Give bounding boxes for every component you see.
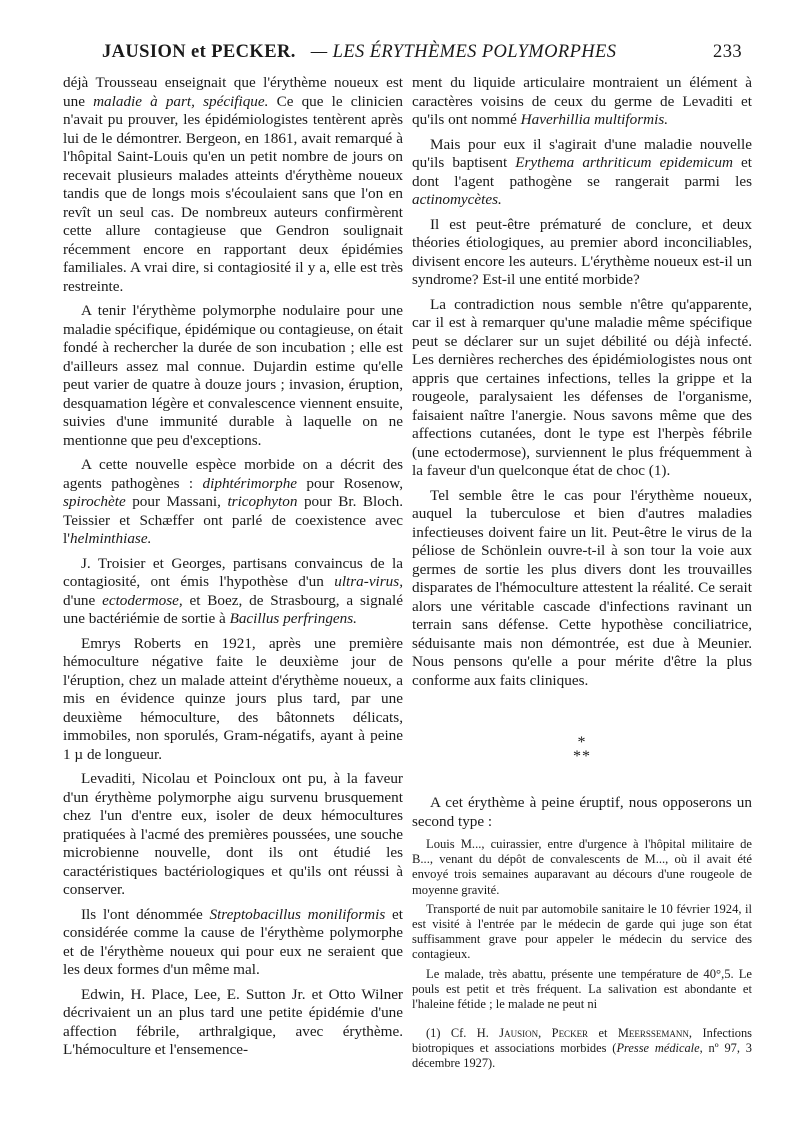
footnote bbox=[412, 1026, 752, 1071]
text-span: , bbox=[538, 1026, 552, 1041]
page-number: 233 bbox=[713, 42, 742, 62]
text-span: d'une bbox=[63, 591, 103, 609]
author-name: Pecker bbox=[551, 1026, 589, 1041]
running-header bbox=[102, 42, 742, 72]
italic-span: Streptobacillus moniliformis bbox=[209, 905, 386, 923]
paragraph: Edwin, H. Place, Lee, E. Sutton Jr. et Otto Wilner décrivaient un an plus tard une petite épidémie d'une affection fébrile, arthralgique, avec érythème. L'hémoculture et l'ensemence- bbox=[63, 985, 403, 1058]
text-span: A cette nouvelle espèce morbide on a décrit des agents pathogènes : bbox=[63, 456, 403, 492]
text-span: et bbox=[588, 1026, 618, 1041]
italic-span: ultra-virus, bbox=[334, 573, 403, 590]
paragraph: Emrys Roberts en 1921, après une première hémoculture négative faite le deuxième jour de l'éruption, chez un malade atteint d'érythème noueux, a mis en évidence quinze jours plus tard, par une deuxième hémoculture, des bâtonnets délicats, immobiles, non sporulés, Gram-négatifs, ayant à peine 1 µ de longueur. bbox=[63, 634, 403, 763]
italic-span: spirochète bbox=[63, 493, 126, 510]
author-name: Jausion bbox=[499, 1026, 539, 1041]
text-span: Ils l'ont dénommée bbox=[81, 905, 210, 923]
paragraph: La contradiction nous semble n'être qu'apparente, car il est à remarquer qu'une maladie même spécifique peut se déclarer sur un sujet débilité ou déjà infecté. Les dernières recherches des épidémiologistes nous ont appris que certaines infections, telles la grippe et la rougeole, paralysaient les défenses de l'organisme, faisaient naître l'anergie. Nous savons même que des affections cutanées, dont le type est l'herpès fébrile (une ectodermose), surviennent le plus fréquemment à la faveur d'un quelconque état de choc (1). bbox=[412, 295, 752, 479]
text-span: et Boez, de Strasbourg, a signalé une bactériémie de sortie à bbox=[63, 591, 403, 627]
case-report bbox=[412, 837, 752, 1012]
section-asterism bbox=[412, 736, 752, 764]
italic-span: actinomycètes. bbox=[412, 191, 502, 208]
case-paragraph: Le malade, très abattu, présente une température de 40°,5. Le pouls est petit et très fréquent. La salivation est abondante et l'haleine fétide ; le malade ne peut ni bbox=[412, 966, 752, 1012]
paragraph: Levaditi, Nicolau et Poincloux ont pu, à la faveur d'un érythème polymorphe aigu survenu brusquement chez l'un d'entre eux, isoler de deux hémocultures pratiquées à l'acmé des premières poussées, une souche microbienne nouvelle, dont ils ont étudié les caractéristiques bactériologiques et qu'ils ont réussi à conserver. bbox=[63, 770, 403, 898]
italic-span: tricophyton bbox=[227, 493, 298, 510]
paragraph bbox=[63, 555, 403, 629]
italic-span: diphtérimorphe bbox=[202, 474, 298, 492]
header-title-text: LES ÉRYTHÈMES POLYMORPHES bbox=[332, 42, 617, 62]
case-paragraph: Transporté de nuit par automobile sanitaire le 10 février 1924, il est visité à l'entrée par le médecin de garde qui juge son état suffisamment grave pour appeler le médecin du service des contagieux. bbox=[412, 901, 752, 962]
paragraph bbox=[63, 456, 403, 549]
text-span: J. Troisier et Georges, partisans convaincus de la contagiosité, ont émis l'hypothèse d'un bbox=[63, 554, 403, 590]
italic-span: helminthiase. bbox=[69, 530, 152, 547]
italic-span: Bacillus perfringens. bbox=[229, 610, 357, 627]
paragraph: A cet érythème à peine éruptif, nous opposerons un second type : bbox=[412, 794, 752, 830]
text-span: Mais pour eux il s'agirait d'une maladie nouvelle qu'ils baptisent bbox=[412, 135, 752, 171]
asterism-top: * bbox=[577, 734, 587, 751]
text-span: pour Rosenow, bbox=[297, 474, 403, 492]
paragraph bbox=[63, 74, 403, 296]
text-span: (1) Cf. H. bbox=[426, 1026, 500, 1041]
paragraph: Tel semble être le cas pour l'érythème noueux, auquel la tuberculose et bien d'autres maladies infectieuses doivent faire un lit. Peut-être le virus de la péliose de Schönlein ouvre-t-il à son tour la voie aux germes de sortie les plus divers dont les trouvailles disparates de l'hémoculture attestent la réalité. Ce serait alors une véritable cascade d'infections ravinant un terrain sans défense. Cette hypothèse conciliatrice, séduisante mais non démontrée, est due à Meunier. Nous pensons qu'elle a pour mérite d'être la plus conforme aux faits cliniques. bbox=[412, 486, 752, 689]
text-span: Ce que le clinicien n'avait pu prouver, les épidémiologistes tentèrent après lui de le démontrer. Bergeon, en 1861, avait remarqué à l'hôpital Saint-Louis qu'en un petit nombre de jours on recevait plusieurs malades atteints d'érythème noueux tandis que de longs mois s'écoulaient sans que l'on en revît un seul cas. De nombreux auteurs confirmèrent cette allure contagieuse que Gendron soulignait récemment encore en rapportant deux épidémies familiales. A vrai dire, si contagiosité il y a, elle est très restreinte. bbox=[63, 92, 403, 295]
case-paragraph: Louis M..., cuirassier, entre d'urgence à l'hôpital militaire de B..., venant du dépôt de convalescents de M..., où il avait été envoyé trois semaines auparavant au décours d'une rougeole de moyenne gravité. bbox=[412, 837, 752, 897]
italic-span: Erythema arthriticum epidemicum bbox=[515, 154, 733, 171]
italic-span: maladie à part, spécifique. bbox=[93, 92, 269, 110]
text-span: et considérée comme la cause de l'érythème polymorphe et de l'érythème noueux qui pour eux ne seraient que les deux formes d'un même mal. bbox=[63, 905, 403, 978]
header-title bbox=[311, 42, 617, 62]
paragraph bbox=[412, 136, 752, 210]
text-span: , Infections biotropiques et associations morbides ( bbox=[412, 1026, 752, 1056]
right-column bbox=[412, 74, 752, 1071]
header-dash: — bbox=[310, 42, 328, 62]
text-span: ment du liquide articulaire montraient un élément à caractères voisins de ceux du germe de Levaditi et qu'ils ont nommé bbox=[412, 74, 752, 128]
author-name: Meerssemann bbox=[617, 1026, 689, 1041]
text-span: déjà Trousseau enseignait que l'érythème noueux est une bbox=[63, 74, 403, 110]
journal-title: Presse médicale bbox=[616, 1041, 700, 1056]
paragraph bbox=[412, 74, 752, 130]
text-span: et dont l'agent pathogène se rangerait parmi les bbox=[412, 154, 752, 190]
italic-span: ectodermose, bbox=[102, 591, 183, 609]
italic-span: Haverhillia multiformis. bbox=[520, 111, 669, 128]
paragraph: A tenir l'érythème polymorphe nodulaire pour une maladie spécifique, épidémique ou contagieuse, on était fondé à rechercher la durée de son incubation ; elle est d'ailleurs assez mal connue. Dujardin estime qu'elle peut varier de quatre à douze jours ; invasion, éruption, desquamation légère et convalescence viennent ensuite, suivies d'une immunité durable à laquelle on ne mentionne que peu d'exceptions. bbox=[63, 302, 403, 449]
text-span: pour Massani, bbox=[125, 493, 228, 510]
paragraph: Il est peut-être prématuré de conclure, et deux théories étiologiques, au premier abord inconciliables, divisent encore les auteurs. L'érythème noueux est-il un syndrome? Est-il une entité morbide? bbox=[412, 215, 752, 288]
paragraph bbox=[63, 906, 403, 980]
text-span: pour Br. Bloch. Teissier et Schæffer ont parlé de coexistence avec l' bbox=[63, 493, 403, 547]
header-authors: JAUSION et PECKER. bbox=[102, 42, 296, 62]
asterism-bottom: ** bbox=[573, 748, 591, 765]
text-span: , nº 97, 3 décembre 1927). bbox=[412, 1041, 752, 1071]
left-column bbox=[63, 74, 403, 1066]
